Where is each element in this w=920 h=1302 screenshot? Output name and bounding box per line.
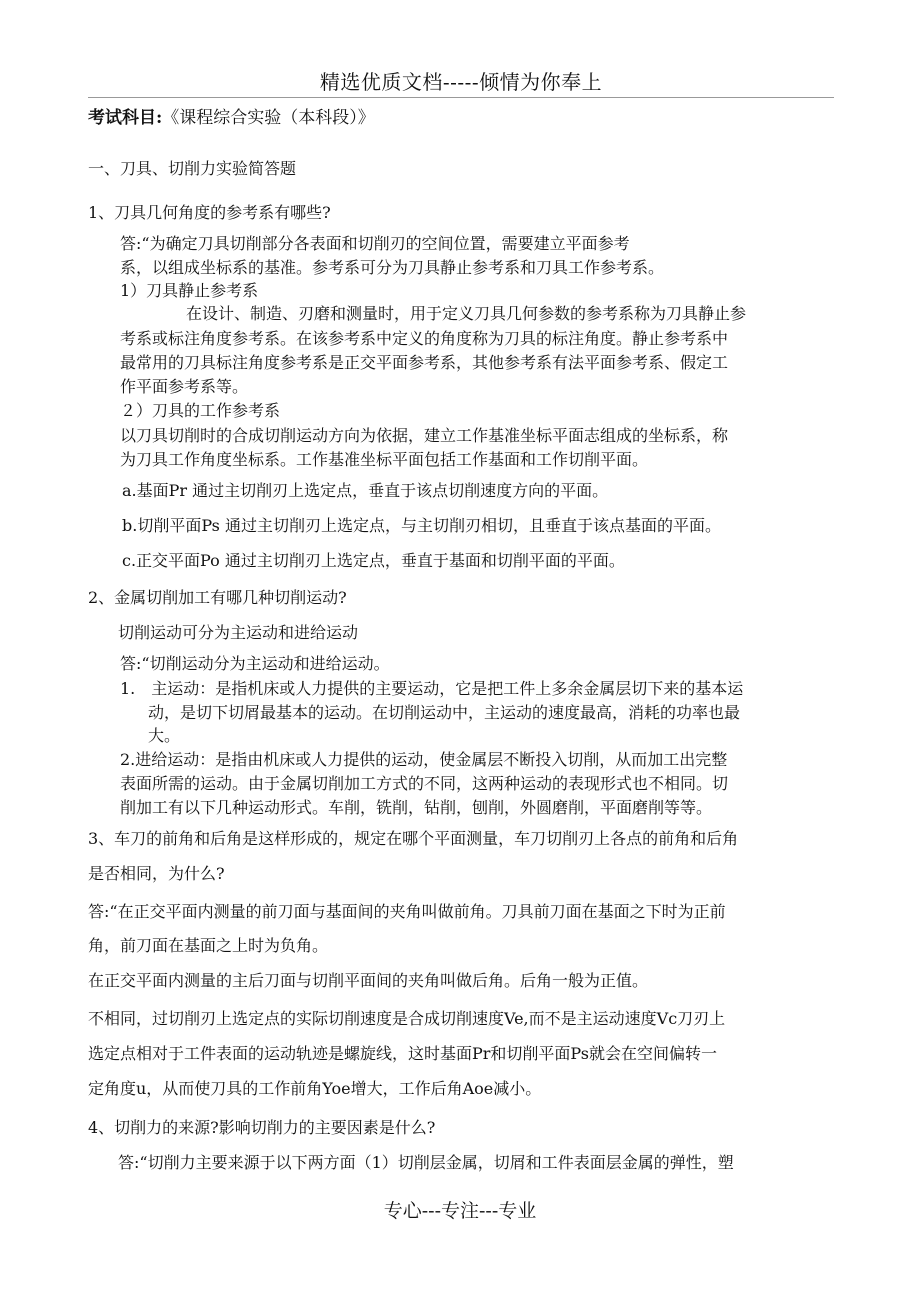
q1-line: 答:“为确定刀具切削部分各表面和切削刃的空间位置，需要建立平面参考 (120, 234, 630, 253)
q3-line: 答:“在正交平面内测量的前刀面与基面间的夹角叫做前角。刀具前刀面在基面之下时为正前 (88, 902, 726, 921)
q1-line: 1）刀具静止参考系 (120, 281, 259, 300)
q2-line: 切削运动可分为主运动和进给运动 (118, 623, 359, 642)
header-rule (88, 97, 834, 98)
q2-question: 2、金属切削加工有哪几种切削运动? (88, 588, 347, 607)
q2-line: 答:“切削运动分为主运动和进给运动。 (120, 654, 390, 673)
q2-line: 削加工有以下几种运动形式。车削，铣削，钻削，刨削，外圆磨削，平面磨削等等。 (120, 798, 713, 817)
q1-line: c.正交平面Po 通过主切削刃上选定点，垂直于基面和切削平面的平面。 (122, 551, 625, 570)
q1-line: ２）刀具的工作参考系 (120, 401, 281, 420)
exam-subject (88, 107, 375, 129)
q3-question: 是否相同，为什么? (88, 864, 225, 883)
q1-line: 系，以组成坐标系的基准。参考系可分为刀具静止参考系和刀具工作参考系。 (120, 258, 665, 277)
q3-question: 3、车刀的前角和后角是这样形成的，规定在哪个平面测量，车刀切削刃上各点的前角和后角 (88, 829, 739, 848)
q3-line: 选定点相对于工件表面的运动轨迹是螺旋线，这时基面Pr和切削平面Ps就会在空间偏转一 (88, 1044, 717, 1063)
exam-value: 《课程综合实验（本科段）》 (162, 108, 375, 128)
q2-line: 大。 (148, 726, 181, 745)
page-header: 精选优质文档-----倾情为你奉上 (319, 70, 603, 94)
q1-line: 最常用的刀具标注角度参考系是正交平面参考系，其他参考系有法平面参考系、假定工 (120, 353, 729, 372)
q3-line: 定角度u，从而使刀具的工作前角Yoe增大，工作后角Aoe减小。 (88, 1079, 542, 1098)
q1-line: 在设计、制造、刃磨和测量时，用于定义刀具几何参数的参考系称为刀具静止参 (186, 304, 747, 323)
q4-question: 4、切削力的来源?影响切削力的主要因素是什么? (88, 1118, 436, 1137)
q1-line: b.切削平面Ps 通过主切削刃上选定点，与主切削刃相切，且垂直于该点基面的平面。 (122, 516, 721, 535)
q1-line: 为刀具工作角度坐标系。工作基准坐标平面包括工作基面和工作切削平面。 (120, 450, 649, 469)
q2-line: 动，是切下切屑最基本的运动。在切削运动中，主运动的速度最高，消耗的功率也最 (148, 703, 741, 722)
q2-line: 表面所需的运动。由于金属切削加工方式的不同，这两种运动的表现形式也不相同。切 (120, 774, 729, 793)
section-heading: 一、刀具、切削力实验简答题 (88, 159, 297, 178)
q1-line: 以刀具切削时的合成切削运动方向为依据，建立工作基准坐标平面志组成的坐标系，称 (120, 426, 729, 445)
q1-line: 考系或标注角度参考系。在该参考系中定义的角度称为刀具的标注角度。静止参考系中 (120, 329, 729, 348)
exam-label: 考试科目: (88, 108, 163, 128)
q1-line: 作平面参考系等。 (120, 377, 249, 396)
q3-line: 角，前刀面在基面之上时为负角。 (88, 936, 329, 955)
q2-line: 1. 主运动：是指机床或人力提供的主要运动，它是把工件上多余金属层切下来的基本运 (120, 679, 744, 698)
q2-line: 2.进给运动：是指由机床或人力提供的运动，使金属层不断投入切削，从而加工出完整 (120, 750, 728, 769)
q3-line: 在正交平面内测量的主后刀面与切削平面间的夹角叫做后角。后角一般为正值。 (88, 971, 649, 990)
q1-line: a.基面Pr 通过主切削刃上选定点，垂直于该点切削速度方向的平面。 (122, 481, 609, 500)
q3-line: 不相同，过切削刃上选定点的实际切削速度是合成切削速度Ve,而不是主运动速度Vc刀刃上 (88, 1009, 726, 1028)
q1-question: 1、刀具几何角度的参考系有哪些? (88, 203, 331, 222)
q4-line: 答:“切削力主要来源于以下两方面（1）切削层金属，切屑和工件表面层金属的弹性，塑 (118, 1153, 734, 1172)
page-footer: 专心---专注---专业 (383, 1200, 537, 1222)
